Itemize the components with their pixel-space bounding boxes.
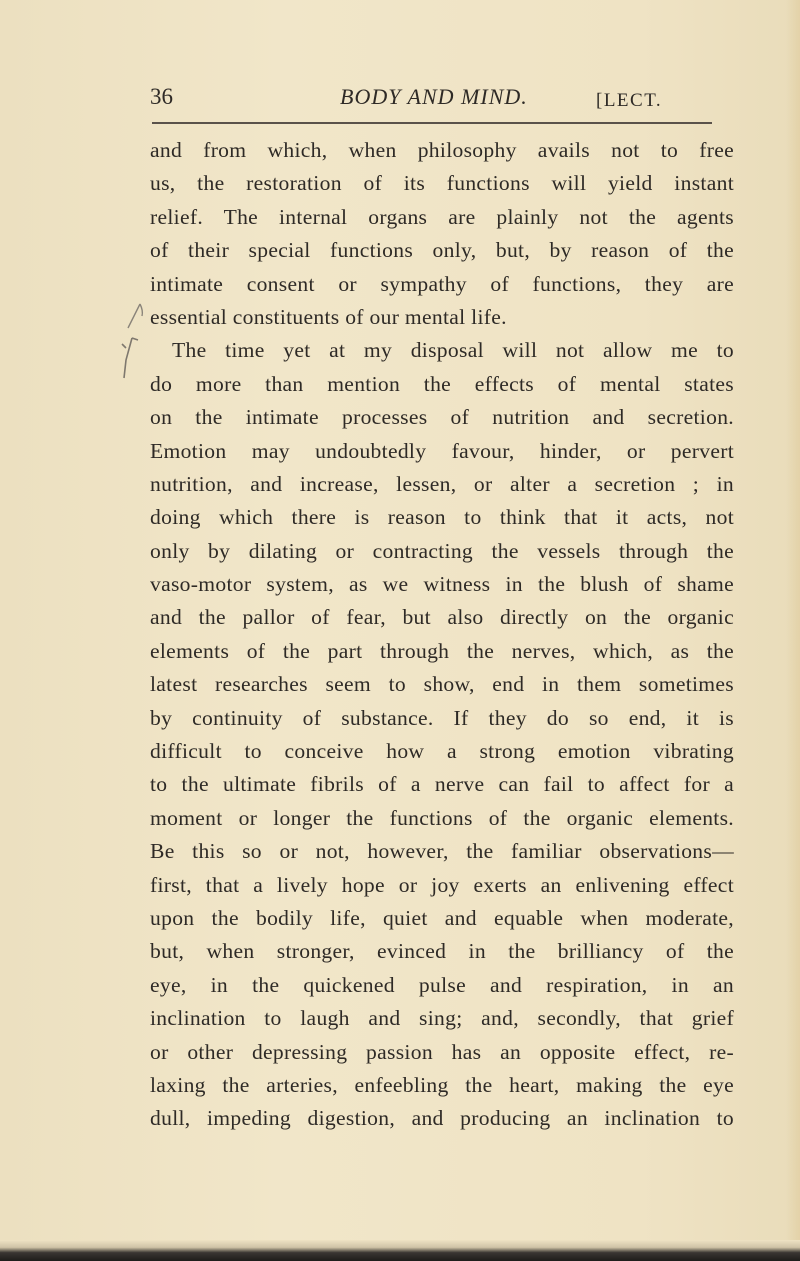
pencil-paragraph-mark-icon [118, 298, 152, 390]
running-head [150, 84, 710, 114]
body-text [150, 134, 734, 1136]
text-line: upon the bodily life, quiet and equable when moderate, [150, 905, 734, 930]
text-line: elements of the part through the nerves, which, as the [150, 638, 734, 663]
text-line: doing which there is reason to think that it acts, not [150, 505, 734, 530]
text-line: of their special functions only, but, by reason of the [150, 238, 734, 263]
text-line: relief. The internal organs are plainly not the agents [150, 204, 734, 229]
text-line: latest researches seem to show, end in them sometimes [150, 672, 734, 697]
text-line: The time yet at my disposal will not allow me to [172, 338, 734, 363]
text-line: but, when stronger, evinced in the brilliancy of the [150, 939, 734, 964]
text-line: only by dilating or contracting the vessels through the [150, 538, 734, 563]
text-line: by continuity of substance. If they do so end, it is [150, 705, 734, 730]
text-line: inclination to laugh and sing; and, secondly, that grief [150, 1006, 734, 1031]
text-line: laxing the arteries, enfeebling the heart, making the eye [150, 1072, 734, 1097]
scan-bottom-edge [0, 1240, 800, 1261]
text-line: intimate consent or sympathy of functions, they are [150, 271, 734, 296]
text-line: nutrition, and increase, lessen, or alter a secretion ; in [150, 471, 734, 496]
text-line: difficult to conceive how a strong emotion vibrating [150, 739, 734, 764]
text-line: moment or longer the functions of the organic elements. [150, 805, 734, 830]
text-line: us, the restoration of its functions will yield instant [150, 171, 734, 196]
text-line: and from which, when philosophy avails not to free [150, 138, 734, 162]
text-line: to the ultimate fibrils of a nerve can fail to affect for a [150, 772, 734, 797]
text-line: or other depressing passion has an opposite effect, re- [150, 1039, 734, 1064]
text-line: do more than mention the effects of mental states [150, 371, 734, 396]
text-line: and the pallor of fear, but also directly on the organic [150, 605, 734, 630]
running-title: BODY AND MIND. [340, 84, 528, 109]
text-line: Be this so or not, however, the familiar observations— [150, 839, 734, 864]
text-line: Emotion may undoubtedly favour, hinder, or pervert [150, 438, 734, 463]
text-line: on the intimate processes of nutrition and secretion. [150, 405, 734, 430]
text-line: essential constituents of our mental life. [150, 304, 507, 329]
page-edge-shadow [786, 0, 800, 1261]
page-number: 36 [150, 84, 173, 109]
text-line: vaso-motor system, as we witness in the blush of shame [150, 572, 734, 597]
header-rule [152, 122, 712, 124]
text-line: eye, in the quickened pulse and respiration, in an [150, 972, 734, 997]
text-line: dull, impeding digestion, and producing an inclination to [150, 1106, 734, 1131]
text-line: first, that a lively hope or joy exerts an enlivening effect [150, 872, 734, 897]
lecture-mark: [LECT. [596, 90, 663, 111]
